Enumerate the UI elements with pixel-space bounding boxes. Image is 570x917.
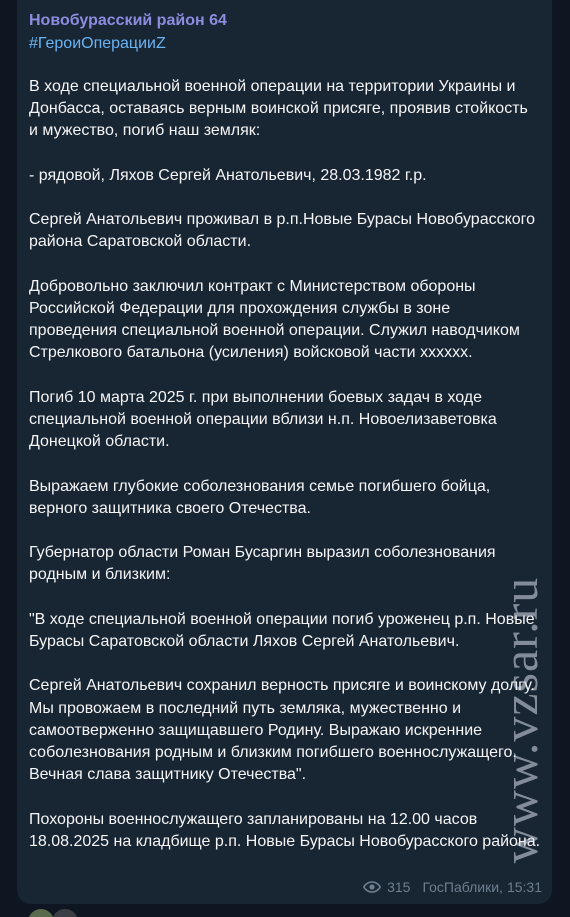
channel-name[interactable]: Новобурасский район 64 — [29, 12, 227, 29]
message-paragraph: Похороны военнослужащего запланированы на 12.00 часов 18.08.2025 на кладбище р.п. Новые Бурасы Новобурасского района. — [29, 810, 541, 850]
post-author: ГосПаблики, — [422, 879, 503, 895]
hashtag-link[interactable]: #ГероиОперацииZ — [29, 35, 166, 52]
view-count: 315 — [387, 879, 411, 895]
message-bubble[interactable] — [17, 0, 552, 904]
message-text — [29, 76, 541, 875]
avatar[interactable] — [28, 909, 54, 917]
avatar[interactable] — [52, 909, 78, 917]
message-meta — [363, 879, 542, 895]
message-paragraph: Сергей Анатольевич проживал в р.п.Новые Бурасы Новобурасского района Саратовской области. — [29, 211, 536, 251]
message-paragraph: В ходе специальной военной операции на территории Украины и Донбасса, оставаясь верным воинской присяге, проявив стойкость и мужество, погиб наш земляк: — [29, 78, 528, 140]
message-paragraph: Погиб 10 марта 2025 г. при выполнении боевых задач в ходе специальной военной операции вблизи н.п. Новоелизаветовка Донецкой области. — [29, 388, 497, 451]
next-message-avatars[interactable] — [28, 909, 80, 917]
message-paragraph: Губернатор области Роман Бусаргин выразил соболезнования родным и близким: — [29, 544, 496, 584]
watermark-text: www.vzsar.ru — [492, 576, 548, 864]
post-time: 15:31 — [506, 879, 542, 895]
message-paragraph: - рядовой, Ляхов Сергей Анатольевич, 28.03.1982 г.р. — [29, 166, 427, 184]
eye-icon — [363, 881, 381, 893]
message-paragraph: Выражаем глубокие соболезнования семье погибшего бойца, верного защитника своего Отечества. — [29, 477, 491, 517]
message-paragraph: "В ходе специальной военной операции погиб уроженец р.п. Новые Бурасы Саратовской области Ляхов Сергей Анатольевич. — [29, 610, 535, 650]
message-paragraph: Добровольно заключил контракт с Министерством обороны Российской Федерации для прохождения службы в зоне проведения специальной военной операции. Служил наводчиком Стрелкового батальона (усиления) войсковой части хххххх. — [29, 277, 520, 362]
message-paragraph: Сергей Анатольевич сохранил верность присяге и воинскому долгу. Мы провожаем в последний путь земляка, мужественно и самоотверженно защищавшего Родину. Выражаю искренние соболезнования родным и близким погибшего военнослужащего. Вечная слава защитнику Отечества". — [29, 677, 535, 784]
